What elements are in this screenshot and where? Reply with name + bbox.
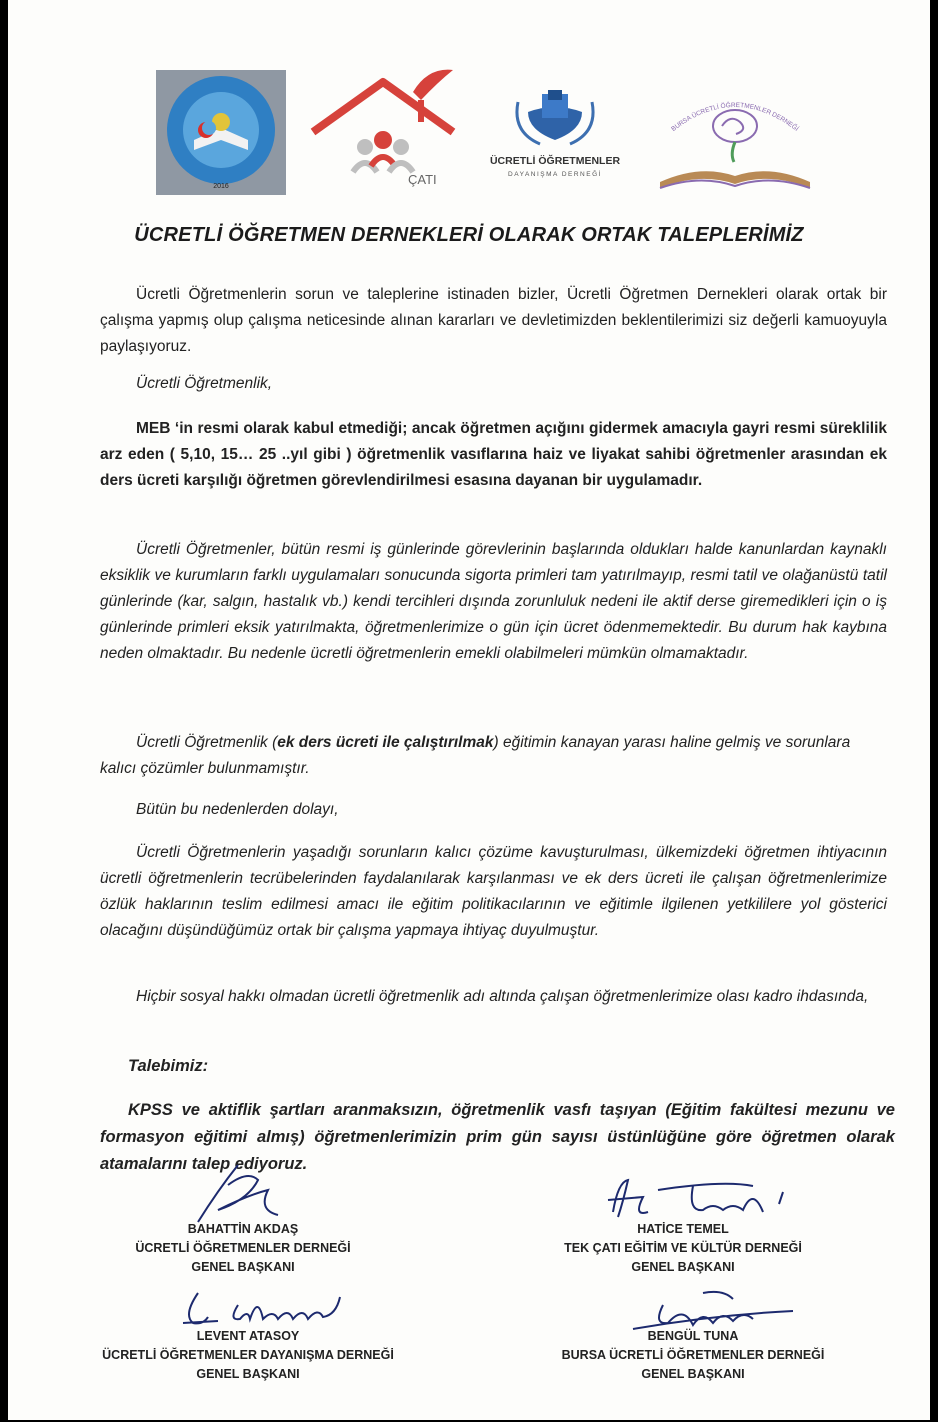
sigorta-paragraph: Ücretli Öğretmenler, bütün resmi iş günlerinde görevlerinin başlarında oldukları halde kanunlardan kaynaklı eksiklik ve kurumların farklı uygulamaları sonucunda sigorta primleri tam yatırılmayıp, resmi tatil ve olağanüstü tatil günlerinde (kar, salgın, hastalık vb.) kendi tercihleri dışında zorunluluk nedeni ile aktif derse giremedikleri için o iş günlerinde primleri eksik yatırılmakta, öğretmenlerimize o gün için ücret ödenmemektedir. Bu durum hak kaybına neden olmaktadır. Bu nedenle ücretli öğretmenlerin emekli olabilmeleri mümkün olmamaktadır.	[100, 541, 887, 662]
kanayan-yara-paragraph	[100, 730, 887, 782]
signatory-org: TEK ÇATI EĞİTİM VE KÜLTÜR DERNEĞİ	[564, 1241, 802, 1255]
bursa-dernegi-logo	[650, 92, 820, 202]
signatory-block-temel	[533, 1220, 833, 1277]
kadro-paragraph: Hiçbir sosyal hakkı olmadan ücretli öğretmenlik adı altında çalışan öğretmenlerimize olası kadro ihdasında,	[136, 988, 869, 1005]
ucretli-ogretmenlik-heading: Ücretli Öğretmenlik,	[136, 375, 273, 392]
svg-text:ÇATI: ÇATI	[408, 172, 437, 187]
document-title: ÜCRETLİ ÖĞRETMEN DERNEKLERİ OLARAK ORTAK TALEPLERİMİZ	[134, 224, 804, 246]
signatory-name: BAHATTİN AKDAŞ	[187, 1222, 299, 1236]
tek-cati-logo	[303, 62, 463, 192]
document-page	[8, 0, 930, 1420]
talebimiz-heading: Talebimiz:	[128, 1057, 209, 1075]
signatory-name: HATİCE TEMEL	[637, 1222, 729, 1236]
signatory-role: GENEL BAŞKANI	[641, 1367, 745, 1381]
kpss-demand-paragraph: KPSS ve aktiflik şartları aranmaksızın, öğretmenlik vasfı taşıyan (Eğitim fakültesi mezunu ve formasyon eğitimi almış) öğretmenlerimizin prim gün sayısı üstünlüğüne göre öğretmen olarak atamalarını talep ediyoruz.	[100, 1101, 895, 1173]
signatory-org: ÜCRETLİ ÖĞRETMENLER DERNEĞİ	[135, 1241, 351, 1255]
butun-nedenler-line: Bütün bu nedenlerden dolayı,	[136, 801, 339, 818]
svg-text:BURSA ÜCRETLİ ÖĞRETMENLER DERN: BURSA ÜCRETLİ ÖĞRETMENLER DERNEĞİ	[670, 101, 800, 133]
signatory-org: ÜCRETLİ ÖĞRETMENLER DAYANIŞMA DERNEĞİ	[102, 1348, 394, 1362]
svg-text:2016: 2016	[213, 183, 229, 190]
signatory-role: GENEL BAŞKANI	[191, 1260, 295, 1274]
signatory-org: BURSA ÜCRETLİ ÖĞRETMENLER DERNEĞİ	[561, 1348, 825, 1362]
signatory-block-atasoy	[88, 1327, 408, 1384]
signatory-role: GENEL BAŞKANI	[631, 1260, 735, 1274]
kanayan-yara-text-c: ) eğitimin kanayan yarası haline gelmiş ve sorunlara kalıcı çözümler bulunmamıştır.	[100, 734, 851, 777]
intro-paragraph: Ücretli Öğretmenlerin sorun ve taleplerine istinaden bizler, Ücretli Öğretmen Dernekleri olarak ortak bir çalışma yapmış olup çalışma neticesinde alınan kararları ve devletimizden beklentilerimizi siz değerli kamuoyuyla paylaşıyoruz.	[100, 286, 887, 355]
svg-text:DAYANIŞMA DERNEĞİ: DAYANIŞMA DERNEĞİ	[508, 171, 602, 178]
ucretli-ogretmenler-dernegi-logo	[156, 70, 286, 195]
signatory-role: GENEL BAŞKANI	[196, 1367, 300, 1381]
kanayan-yara-text-a: Ücretli Öğretmenlik (	[136, 734, 278, 751]
dayanisma-dernegi-logo	[470, 82, 640, 187]
signatory-name: BENGÜL TUNA	[647, 1329, 739, 1343]
meb-definition-paragraph: MEB ‘in resmi olarak kabul etmediği; ancak öğretmen açığını gidermek amacıyla gayri resmi süreklilik arz eden ( 5,10, 15… 25 ..yıl gibi ) öğretmenlik vasıflarına haiz ve liyakat sahibi öğretmenler arasından ek ders ücreti karşılığı öğretmen görevlendirilmesi esasına dayanan bir uygulamadır.	[100, 420, 887, 489]
cozum-paragraph: Ücretli Öğretmenlerin yaşadığı sorunların kalıcı çözüme kavuşturulması, ülkemizdeki öğretmen ihtiyacının ücretli öğretmenlerin tecrübelerinden faydalanılarak karşılanması ve ek ders ücreti ile çalışan öğretmenlerimize özlük haklarının teslim edilmesi amacı ile eğitim politikacılarının ve eğitimle ilgilenen yetkililere yol gösterici olacağını düşündüğümüz ortak bir çalışma yapmaya ihtiyaç duyulmuştur.	[100, 844, 887, 939]
signatory-name: LEVENT ATASOY	[196, 1329, 300, 1343]
signatory-block-tuna	[533, 1327, 853, 1384]
svg-text:ÜCRETLİ ÖĞRETMENLER: ÜCRETLİ ÖĞRETMENLER	[489, 155, 621, 167]
kanayan-yara-emphasis: ek ders ücreti ile çalıştırılmak	[277, 734, 494, 751]
signatory-block-akdas	[113, 1220, 373, 1277]
